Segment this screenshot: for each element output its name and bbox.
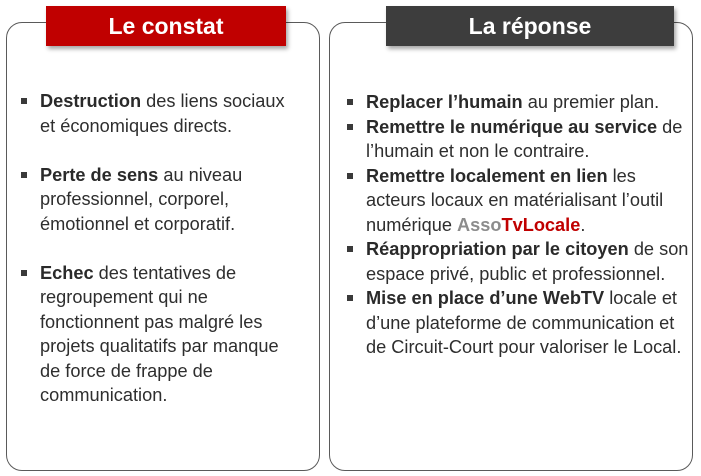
constat-list bbox=[18, 89, 298, 432]
reponse-item-lien-local: Remettre localement en lien les acteurs locaux en matérialisant l’outil numérique AssoTvLocale. bbox=[344, 164, 689, 238]
reponse-item-reappropriation: Réappropriation par le citoyen de son espace privé, public et professionnel. bbox=[344, 237, 689, 286]
reponse-list bbox=[344, 90, 689, 360]
reponse-item-humain: Replacer l’humain au premier plan. bbox=[344, 90, 689, 115]
constat-item-perte-de-sens: Perte de sens au niveau professionnel, corporel, émotionnel et corporatif. bbox=[18, 163, 298, 237]
brand-name-tvlocale: TvLocale bbox=[501, 214, 581, 235]
brand-name-asso: Asso bbox=[457, 214, 502, 235]
reponse-item-numerique: Remettre le numérique au service de l’humain et non le contraire. bbox=[344, 115, 689, 164]
reponse-header: La réponse bbox=[386, 6, 674, 46]
constat-header: Le constat bbox=[46, 6, 286, 46]
reponse-item-webtv: Mise en place d’une WebTV locale et d’une plateforme de communication et de Circuit-Court pour valoriser le Local. bbox=[344, 286, 689, 360]
constat-item-echec: Echec des tentatives de regroupement qui ne fonctionnent pas malgré les projets qualitatifs par manque de force de frappe de communication. bbox=[18, 261, 298, 408]
constat-item-destruction: Destruction des liens sociaux et économiques directs. bbox=[18, 89, 298, 138]
